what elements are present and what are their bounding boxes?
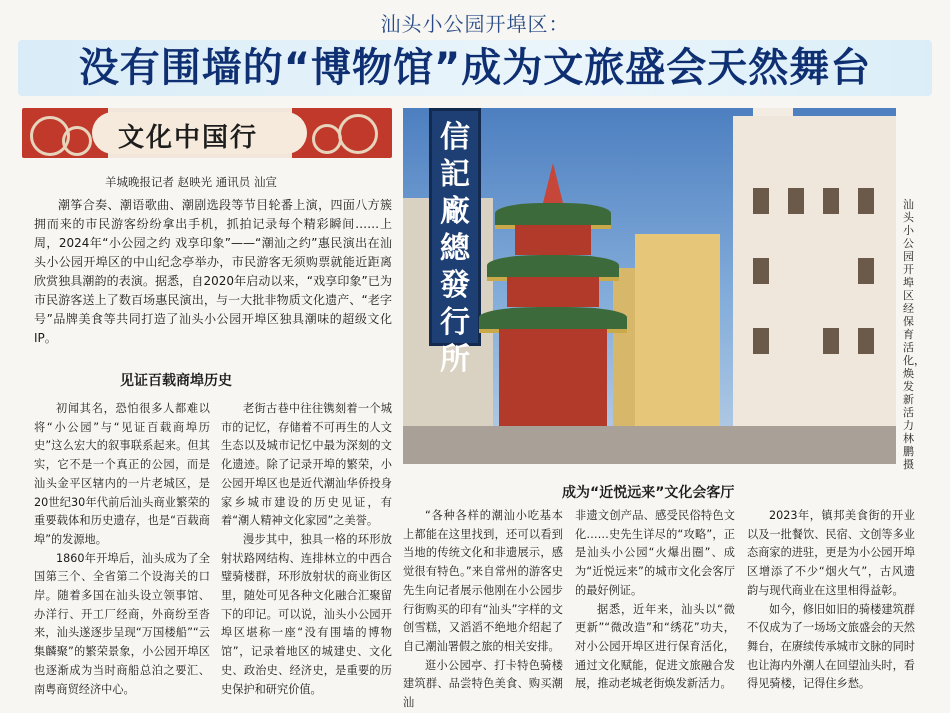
window bbox=[858, 328, 874, 354]
section-heading-history: 见证百载商埠历史 bbox=[120, 373, 232, 389]
window bbox=[858, 258, 874, 284]
photo-street bbox=[403, 426, 896, 464]
headline: 没有围墙的“博物馆”成为文旅盛会天然舞台 bbox=[78, 45, 872, 91]
photo-caption: 汕头小公园开埠区经保育活化，焕发新活力 林鹏 摄 bbox=[903, 198, 925, 471]
section-heading-culture: 成为“近悦远来”文化会客厅 bbox=[562, 485, 735, 501]
paragraph: 逛小公园亭、打卡特色骑楼建筑群、品尝特色美食、购买潮汕 bbox=[403, 658, 563, 710]
pavilion-spire bbox=[543, 163, 563, 203]
paragraph: 初闻其名，恐怕很多人都难以将“小公园”与“见证百载商埠历史”这么宏大的叙事联系起来。但其实，它不是一个真正的公园，而是汕头金平区辖内的一片老城区，是20世纪30年代前后汕头商业繁荣的重要载体和历史遗存，也是“百载商埠”的发源地。 bbox=[34, 402, 210, 546]
window bbox=[823, 328, 839, 354]
paragraph: 如今，修旧如旧的骑楼建筑群不仅成为了一场场文旅盛会的天然舞台，在赓续传承城市文脉的同时也让海内外潮人在回望汕头时，看得见骑楼，记得住乡愁。 bbox=[747, 602, 915, 691]
paragraph: 1860年开埠后，汕头成为了全国第三个、全省第二个设海关的口岸。随着多国在汕头设立领事馆、办洋行、开工厂经商，外商纷至沓来，汕头遂逐步呈现“万国楼船”“云集麟聚”的繁荣景象，小公园开埠区也逐渐成为当时商船总泊之要汇、南粤商贸经济中心。 bbox=[34, 551, 210, 696]
column-banner bbox=[22, 108, 392, 158]
window bbox=[858, 188, 874, 214]
cloud-swirl-icon bbox=[338, 114, 378, 154]
kicker: 汕头小公园开埠区： bbox=[380, 12, 570, 36]
lead-text: 潮筝合奏、潮语歌曲、潮剧选段等节目轮番上演，四面八方簇拥而来的市民游客纷纷拿出手机，抓拍记录每个精彩瞬间……上周，2024年“小公园之约 戏享印象”——“潮汕之约”惠民演出在汕头小公园开埠区的中山纪念亭举办，市民游客无须购票就能近距离欣赏独具潮韵的表演。据悉，自2020年启动以来，“戏享印象”已为市民游客送上了数百场惠民演出，与一大批非物质文化遗产、“老字号”品牌美食等共同打造了汕头小公园开埠区独具潮味的超级文化IP。 bbox=[34, 198, 392, 345]
window bbox=[753, 188, 769, 214]
window bbox=[823, 188, 839, 214]
vertical-shop-sign bbox=[429, 108, 481, 377]
pavilion-body bbox=[499, 329, 607, 426]
paragraph: 据悉，近年来，汕头以“微更新”“微改造”和“绣花”功夫，对小公园开埠区进行保育活化，通过文化赋能，促进文旅融合发展，推动老城老街焕发新活力。 bbox=[575, 602, 735, 691]
window bbox=[753, 258, 769, 284]
paragraph: 漫步其中，独具一格的环形放射状路网结构、连排林立的中西合璧骑楼群，环形放射状的商业街区里，随处可见各种文化融合汇聚留下的印记。可以说，汕头小公园开埠区堪称一座“没有围墙的博物馆”，记录着地区的城建史、文化史、政治史、经济史，是重要的历史保护和研究价值。 bbox=[221, 532, 392, 696]
lead-paragraph bbox=[34, 196, 392, 348]
pavilion-body bbox=[507, 277, 599, 307]
article-column-2 bbox=[221, 400, 392, 699]
paragraph: 非遗文创产品、感受民俗特色文化……史先生详尽的“攻略”，正是汕头小公园“火爆出圈”、成为“近悦远来”的城市文化会客厅的最好例证。 bbox=[575, 509, 735, 597]
paragraph: 老街古巷中往往镌刻着一个城市的记忆，存储着不可再生的人文生态以及城市记忆中最为深刻的文化遗迹。除了记录开埠的繁荣，小公园开埠区也是近代潮汕华侨投身家乡城市建设的历史见证，有着“潮人精神文化家园”之美誉。 bbox=[221, 402, 392, 528]
article-column-3 bbox=[403, 507, 563, 713]
cloud-swirl-icon bbox=[312, 124, 342, 154]
pavilion-body bbox=[515, 225, 591, 255]
article-column-5 bbox=[747, 507, 915, 694]
byline: 羊城晚报记者 赵映光 通讯员 汕宣 bbox=[105, 175, 277, 189]
headline-band bbox=[18, 40, 932, 96]
window bbox=[753, 328, 769, 354]
shop-sign-text: 信記廠總發行所 bbox=[440, 120, 470, 377]
street-photo bbox=[403, 108, 896, 464]
cloud-swirl-icon bbox=[62, 126, 92, 156]
paragraph: “各种各样的潮汕小吃基本上都能在这里找到，还可以看到当地的传统文化和非遗展示，感觉很有特色。”来自常州的游客史先生向记者展示他刚在小公园步行街购买的印有“汕头”字样的文创雪糕，又滔滔不绝地介绍起了自己潮汕署假之旅的相关安排。 bbox=[403, 509, 563, 653]
photo-building-right bbox=[733, 116, 896, 464]
article-column-4 bbox=[575, 507, 735, 694]
paragraph: 2023年，镇邦美食街的开业以及一批餐饮、民宿、文创等多业态商家的进驻，更是为小公园开埠区增添了不少“烟火气”，古风遗韵与现代商业在这里相得益彰。 bbox=[747, 509, 915, 597]
window bbox=[788, 188, 804, 214]
column-title: 文化中国行 bbox=[118, 123, 259, 153]
article-column-1 bbox=[34, 400, 210, 699]
